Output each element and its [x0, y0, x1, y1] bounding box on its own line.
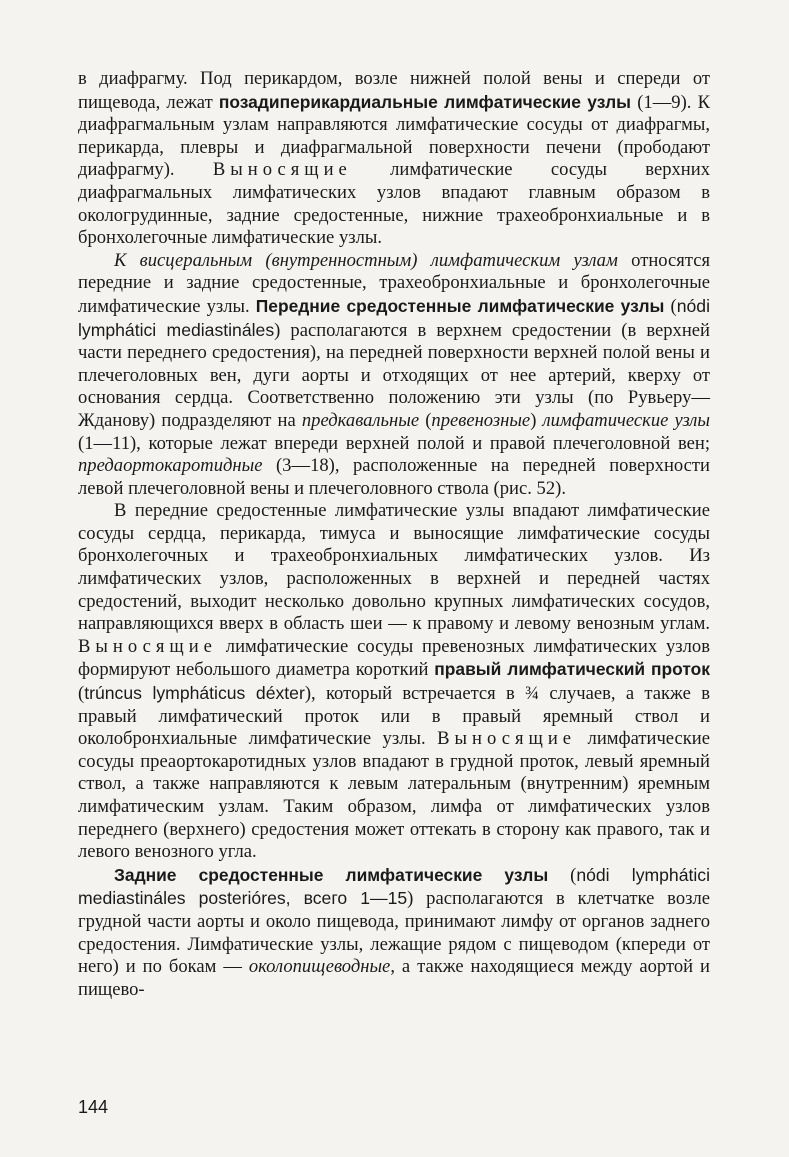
- text-run: ), который встречается в ¾ случаев, а также в правый лимфатический проток или в правый яремный ствол и околобронхиальные лимфатические узлы.: [78, 683, 711, 750]
- text-run: (1—9). К диафрагмальным узлам направляются лимфатические сосуды от диафрагмы, перикарда, плевры и диафрагмальной поверхности печени (прободают диафрагму).: [78, 91, 710, 181]
- bold-term: Задние средостенные лимфатические узлы: [114, 864, 549, 885]
- italic-term: предкавальные: [301, 409, 420, 431]
- paragraph: [78, 250, 710, 501]
- text-run: лимфатические сосуды превенозных лимфатических узлов формируют небольшого диаметра короткий: [78, 635, 710, 681]
- text-run: лимфатические сосуды преаортокаротидных узлов впадают в грудной проток, левый яремный ствол, а также направляются к левым латеральным (внутренним) яремным лимфатическим узлам. Таким образом, лимфа от лимфатических узлов переднего (верхнего) средостения может оттекать в сторону как правого, так и левого венозного угла.: [78, 728, 710, 863]
- text-run: ) располагаются в клетчатке возле грудной части аорты и около пищевода, принимают лимфу от органов заднего средостения. Лимфатические узлы, лежащие рядом с пищеводом (кпереди от него) и по бокам —: [78, 888, 710, 978]
- spaced-word: Выносящие: [212, 159, 352, 181]
- italic-term: предаортокаротидные: [78, 455, 263, 477]
- italic-term: околопищеводные: [248, 956, 391, 978]
- bold-term: правый лимфатический проток: [434, 659, 710, 680]
- paragraph: [78, 500, 710, 864]
- text-run: (3—18), расположенные на передней поверхности левой плечеголовной вены и плечеголовного ствола (рис. 52).: [78, 455, 710, 499]
- italic-term: превенозные: [431, 409, 531, 431]
- text-run: , а также находящиеся между аортой и пищево-: [78, 956, 710, 1000]
- text-run: (: [419, 409, 432, 431]
- text-run: лимфатические сосуды верхних диафрагмальных лимфатических узлов впадают главным образом в окологрудинные, задние средостенные, нижние трахеобронхиальные и в бронхолегочные лимфатические узлы.: [78, 159, 710, 249]
- latin-term: nódi lymphátici mediastináles posterióres, всего 1—15: [78, 864, 711, 909]
- text-run: В передние средостенные лимфатические узлы впадают лимфатические сосуды сердца, перикарда, тимуса и выносящие лимфатические сосуды бронхолегочных и трахеобронхиальных лимфатических узлов. Из лимфатических узлов, расположенных в верхней и передней частях средостений, выходит несколько довольно крупных лимфатических сосудов, направляющихся вверх в область шеи — к правому и левому венозным углам.: [78, 500, 710, 635]
- text-run: (: [548, 864, 577, 886]
- text-run: (: [664, 295, 677, 317]
- latin-term: nódi lymphátici mediastináles: [78, 295, 710, 340]
- italic-term: лимфатические узлы: [542, 409, 711, 431]
- italic-term: К висцеральным (внутренностным) лимфатическим узлам: [114, 249, 618, 271]
- text-run: (1—11), которые лежат впереди верхней полой и правой плечеголовной вен;: [78, 432, 710, 454]
- spaced-word: Выносящие: [437, 728, 577, 750]
- paragraph: [78, 68, 710, 250]
- text-run: (: [78, 683, 85, 705]
- page-number: 144: [78, 1097, 109, 1117]
- text-run: ): [530, 409, 543, 431]
- latin-term: trúncus lymphátіcus déxter: [84, 683, 305, 704]
- paragraph: [78, 864, 710, 1002]
- text-run: в диафрагму. Под перикардом, возле нижней полой вены и спереди от пищевода, лежат: [78, 68, 710, 113]
- spaced-word: Выносящие: [78, 635, 217, 657]
- text-run: относятся передние и задние средостенные, трахеобронхиальные и бронхолегочные лимфатические узлы.: [78, 249, 710, 317]
- text-run: ) располагаются в верхнем средостении (в верхней части переднего средостения), на передней поверхности верхней полой вены и плечеголовных вен, дуги аорты и отходящих от нее артерий, кверху от основания сердца. Соответственно положению эти узлы (по Рувьеру—Жданову) подразделяют на: [78, 319, 710, 431]
- bold-term: позадиперикардиальные лимфатические узлы: [218, 91, 632, 112]
- body-text: [78, 68, 710, 1001]
- bold-term: Передние средостенные лимфатические узлы: [255, 295, 665, 316]
